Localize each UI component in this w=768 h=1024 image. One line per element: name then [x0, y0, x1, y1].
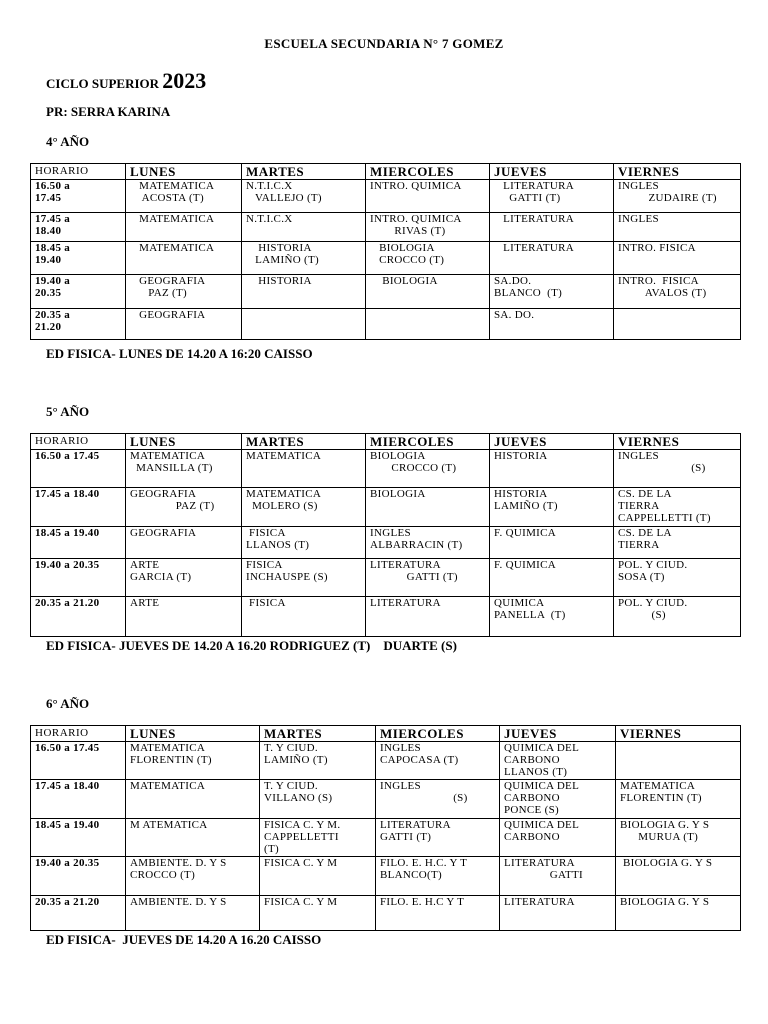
- class-cell-viernes: [614, 488, 741, 527]
- class-cell-viernes: [614, 527, 741, 559]
- table-row: [31, 275, 741, 309]
- class-text: N.T.I.C.X: [246, 213, 293, 225]
- ciclo-label: CICLO SUPERIOR: [46, 76, 160, 91]
- class-cell-martes: [242, 450, 366, 488]
- class-text: FISICA C. Y M: [264, 896, 338, 908]
- class-cell-jueves: [490, 180, 614, 213]
- time-slot-text: 19.40 a 20.35: [35, 559, 100, 571]
- class-cell-martes: [260, 819, 376, 857]
- class-text: ARTE GARCIA (T): [130, 559, 192, 583]
- schedule-table-4: [30, 163, 741, 340]
- table-row: [31, 896, 741, 931]
- class-text: INTRO. FISICA AVALOS (T): [618, 275, 707, 299]
- table-row: [31, 597, 741, 637]
- table-row: [31, 488, 741, 527]
- class-text: FISICA INCHAUSPE (S): [246, 559, 328, 583]
- class-cell-jueves: [500, 857, 616, 896]
- class-text: MATEMATICA MANSILLA (T): [130, 450, 213, 474]
- class-cell-miercoles: [376, 819, 500, 857]
- class-cell-miercoles: [366, 559, 490, 597]
- column-header-martes: MARTES: [242, 164, 366, 180]
- time-slot-text: 17.45 a 18.40: [35, 213, 71, 237]
- class-cell-jueves: [490, 597, 614, 637]
- class-cell-viernes: [614, 597, 741, 637]
- professor-name: PR: SERRA KARINA: [46, 104, 171, 119]
- class-text: F. QUIMICA: [494, 527, 557, 539]
- class-text: INGLES CAPOCASA (T): [380, 742, 459, 766]
- class-text: M ATEMATICA: [130, 819, 208, 831]
- class-cell-jueves: [490, 275, 614, 309]
- class-cell-lunes: [126, 450, 242, 488]
- class-cell-martes: [242, 275, 366, 309]
- header-row: [31, 726, 741, 742]
- class-text: BIOLOGIA G. Y S: [620, 857, 713, 869]
- class-text: HISTORIA LAMIÑO (T): [494, 488, 558, 512]
- class-text: HISTORIA: [246, 275, 312, 287]
- class-text: MATEMATICA FLORENTIN (T): [130, 742, 212, 766]
- class-text: POL. Y CIUD. SOSA (T): [618, 559, 688, 583]
- class-cell-miercoles: [366, 309, 490, 340]
- class-cell-lunes: [126, 242, 242, 275]
- class-cell-lunes: [126, 780, 260, 819]
- class-text: FISICA LLANOS (T): [246, 527, 310, 551]
- column-header-miercoles: MIERCOLES: [366, 164, 490, 180]
- class-cell-viernes: [614, 180, 741, 213]
- table-row: [31, 527, 741, 559]
- class-cell-jueves: [490, 213, 614, 242]
- class-cell-miercoles: [366, 213, 490, 242]
- table-row: [31, 213, 741, 242]
- class-text: INGLES (S): [618, 450, 706, 474]
- class-cell-viernes: [616, 742, 741, 780]
- column-header-viernes: VIERNES: [614, 164, 741, 180]
- year-label-6: 6° AÑO: [46, 696, 90, 711]
- class-cell-jueves: [500, 742, 616, 780]
- class-cell-lunes: [126, 309, 242, 340]
- schedule-table-6: [30, 725, 741, 931]
- class-text: LITERATURA GATTI (T): [503, 180, 574, 204]
- class-text: HISTORIA LAMIÑO (T): [255, 242, 319, 266]
- time-slot-cell: [31, 242, 126, 275]
- time-slot-cell: [31, 309, 126, 340]
- class-cell-viernes: [614, 559, 741, 597]
- time-slot-text: 18.45 a 19.40: [35, 819, 100, 831]
- class-text: MATEMATICA FLORENTIN (T): [620, 780, 702, 804]
- time-slot-cell: [31, 819, 126, 857]
- time-slot-cell: [31, 180, 126, 213]
- time-slot-cell: [31, 742, 126, 780]
- class-cell-lunes: [126, 742, 260, 780]
- time-slot-text: 16.50 a 17.45: [35, 450, 100, 462]
- table-row: [31, 742, 741, 780]
- class-cell-viernes: [616, 857, 741, 896]
- time-slot-cell: [31, 275, 126, 309]
- class-cell-viernes: [616, 780, 741, 819]
- class-cell-miercoles: [376, 780, 500, 819]
- class-cell-miercoles: [366, 275, 490, 309]
- time-slot-cell: [31, 213, 126, 242]
- class-cell-lunes: [126, 180, 242, 213]
- class-text: BIOLOGIA: [370, 488, 426, 500]
- class-text: GEOGRAFIA: [130, 527, 197, 539]
- column-header-miercoles: MIERCOLES: [366, 434, 490, 450]
- table-row: [31, 780, 741, 819]
- class-cell-jueves: [500, 896, 616, 931]
- class-text: LITERATURA GATTI: [504, 857, 584, 881]
- class-cell-jueves: [490, 242, 614, 275]
- time-slot-text: 20.35 a 21.20: [35, 597, 100, 609]
- class-text: LITERATURA: [494, 242, 574, 254]
- class-text: AMBIENTE. D. Y S CROCCO (T): [130, 857, 227, 881]
- class-text: QUIMICA PANELLA (T): [494, 597, 566, 621]
- year-label-5: 5° AÑO: [46, 404, 90, 419]
- class-text: AMBIENTE. D. Y S: [130, 896, 227, 908]
- class-cell-viernes: [614, 309, 741, 340]
- class-cell-lunes: [126, 275, 242, 309]
- table-row: [31, 559, 741, 597]
- time-slot-text: 19.40 a 20.35: [35, 275, 71, 299]
- class-cell-jueves: [490, 450, 614, 488]
- class-cell-jueves: [500, 780, 616, 819]
- class-cell-martes: [242, 559, 366, 597]
- class-cell-martes: [260, 857, 376, 896]
- class-cell-martes: [242, 597, 366, 637]
- class-text: INTRO. QUIMICA RIVAS (T): [370, 213, 462, 237]
- class-cell-jueves: [490, 527, 614, 559]
- class-text: MATEMATICA: [130, 213, 215, 225]
- class-text: INGLES (S): [380, 780, 468, 804]
- column-header-miercoles: MIERCOLES: [376, 726, 500, 742]
- class-text: F. QUIMICA: [494, 559, 557, 571]
- ed-fisica-note-5: ED FISICA- JUEVES DE 14.20 A 16.20 RODRIGUEZ (T) DUARTE (S): [46, 638, 457, 653]
- class-cell-lunes: [126, 213, 242, 242]
- class-text: N.T.I.C.X VALLEJO (T): [246, 180, 322, 204]
- ed-fisica-note-6: ED FISICA- JUEVES DE 14.20 A 16.20 CAISSO: [46, 932, 322, 947]
- class-cell-martes: [242, 180, 366, 213]
- class-cell-martes: [260, 896, 376, 931]
- class-cell-lunes: [126, 896, 260, 931]
- class-text: QUIMICA DEL CARBONO LLANOS (T): [504, 742, 580, 778]
- class-text: GEOGRAFIA PAZ (T): [130, 488, 215, 512]
- table-row: [31, 242, 741, 275]
- ciclo-year: 2023: [162, 68, 207, 93]
- time-slot-text: 18.45 a 19.40: [35, 242, 71, 266]
- time-slot-text: 17.45 a 18.40: [35, 780, 100, 792]
- class-text: MATEMATICA: [246, 450, 322, 462]
- class-cell-martes: [260, 780, 376, 819]
- class-text: CS. DE LA TIERRA: [618, 527, 672, 551]
- class-text: GEOGRAFIA PAZ (T): [139, 275, 206, 299]
- column-header-horario: HORARIO: [31, 726, 126, 742]
- class-cell-lunes: [126, 527, 242, 559]
- class-text: QUIMICA DEL CARBONO PONCE (S): [504, 780, 580, 816]
- class-text: FISICA C. Y M. CAPPELLETTI (T): [264, 819, 341, 855]
- class-text: MATEMATICA: [130, 780, 206, 792]
- class-cell-martes: [242, 242, 366, 275]
- class-cell-jueves: [490, 488, 614, 527]
- class-text: LITERATURA: [370, 597, 441, 609]
- header-row: [31, 164, 741, 180]
- header-row: [31, 434, 741, 450]
- column-header-horario: HORARIO: [31, 434, 126, 450]
- class-cell-jueves: [490, 559, 614, 597]
- class-cell-miercoles: [366, 180, 490, 213]
- column-header-horario: HORARIO: [31, 164, 126, 180]
- table-row: [31, 309, 741, 340]
- time-slot-cell: [31, 488, 126, 527]
- class-text: FISICA C. Y M: [264, 857, 338, 869]
- class-cell-lunes: [126, 597, 242, 637]
- class-text: LITERATURA GATTI (T): [370, 559, 458, 583]
- class-text: INGLES: [618, 213, 659, 225]
- class-cell-viernes: [616, 896, 741, 931]
- time-slot-text: 19.40 a 20.35: [35, 857, 100, 869]
- column-header-lunes: LUNES: [126, 164, 242, 180]
- column-header-jueves: JUEVES: [500, 726, 616, 742]
- time-slot-cell: [31, 597, 126, 637]
- class-cell-martes: [242, 527, 366, 559]
- class-text: GEOGRAFIA: [130, 309, 206, 321]
- class-cell-miercoles: [366, 450, 490, 488]
- class-cell-miercoles: [366, 242, 490, 275]
- class-text: MATEMATICA ACOSTA (T): [139, 180, 215, 204]
- class-cell-viernes: [614, 275, 741, 309]
- class-cell-miercoles: [376, 857, 500, 896]
- class-text: BIOLOGIA CROCCO (T): [379, 242, 445, 266]
- class-text: FISICA: [246, 597, 286, 609]
- class-text: LITERATURA: [494, 213, 574, 225]
- column-header-jueves: JUEVES: [490, 164, 614, 180]
- class-text: BIOLOGIA CROCCO (T): [370, 450, 457, 474]
- class-cell-martes: [260, 742, 376, 780]
- class-text: MATEMATICA MOLERO (S): [246, 488, 322, 512]
- time-slot-cell: [31, 527, 126, 559]
- class-text: LITERATURA: [504, 896, 575, 908]
- class-text: INTRO. QUIMICA: [370, 180, 462, 192]
- column-header-viernes: VIERNES: [614, 434, 741, 450]
- class-text: HISTORIA: [494, 450, 548, 462]
- class-cell-viernes: [616, 819, 741, 857]
- schedule-table-5: [30, 433, 741, 637]
- class-cell-miercoles: [366, 527, 490, 559]
- time-slot-cell: [31, 857, 126, 896]
- class-text: MATEMATICA: [130, 242, 215, 254]
- class-text: SA.DO. BLANCO (T): [494, 275, 563, 299]
- class-cell-lunes: [126, 559, 242, 597]
- ciclo-heading: [46, 68, 206, 94]
- class-cell-viernes: [614, 242, 741, 275]
- class-cell-martes: [242, 488, 366, 527]
- column-header-martes: MARTES: [242, 434, 366, 450]
- table-row: [31, 180, 741, 213]
- class-cell-martes: [242, 213, 366, 242]
- class-cell-jueves: [500, 819, 616, 857]
- class-cell-miercoles: [366, 597, 490, 637]
- class-cell-viernes: [614, 450, 741, 488]
- time-slot-text: 18.45 a 19.40: [35, 527, 100, 539]
- class-cell-jueves: [490, 309, 614, 340]
- time-slot-text: 20.35 a 21.20: [35, 309, 71, 333]
- time-slot-text: 16.50 a 17.45: [35, 742, 100, 754]
- class-text: LITERATURA GATTI (T): [380, 819, 451, 843]
- time-slot-text: 20.35 a 21.20: [35, 896, 100, 908]
- column-header-martes: MARTES: [260, 726, 376, 742]
- table-row: [31, 819, 741, 857]
- ed-fisica-note-4: ED FISICA- LUNES DE 14.20 A 16:20 CAISSO: [46, 346, 313, 361]
- class-cell-lunes: [126, 488, 242, 527]
- class-cell-martes: [242, 309, 366, 340]
- class-cell-viernes: [614, 213, 741, 242]
- class-text: FILO. E. H.C Y T: [380, 896, 465, 908]
- school-title: ESCUELA SECUNDARIA N° 7 GOMEZ: [264, 36, 504, 51]
- class-text: QUIMICA DEL CARBONO: [504, 819, 580, 843]
- class-cell-miercoles: [376, 896, 500, 931]
- class-cell-miercoles: [376, 742, 500, 780]
- time-slot-text: 17.45 a 18.40: [35, 488, 100, 500]
- class-text: SA. DO.: [494, 309, 535, 321]
- table-row: [31, 450, 741, 488]
- year-label-4: 4° AÑO: [46, 134, 90, 149]
- time-slot-cell: [31, 780, 126, 819]
- time-slot-cell: [31, 559, 126, 597]
- time-slot-text: 16.50 a 17.45: [35, 180, 71, 204]
- class-cell-miercoles: [366, 488, 490, 527]
- class-text: BIOLOGIA G. Y S: [620, 896, 710, 908]
- class-cell-lunes: [126, 819, 260, 857]
- column-header-lunes: LUNES: [126, 726, 260, 742]
- time-slot-cell: [31, 450, 126, 488]
- class-text: BIOLOGIA G. Y S MURUA (T): [620, 819, 710, 843]
- column-header-viernes: VIERNES: [616, 726, 741, 742]
- class-text: INGLES ALBARRACIN (T): [370, 527, 463, 551]
- time-slot-cell: [31, 896, 126, 931]
- column-header-lunes: LUNES: [126, 434, 242, 450]
- table-row: [31, 857, 741, 896]
- class-cell-lunes: [126, 857, 260, 896]
- class-text: T. Y CIUD. LAMIÑO (T): [264, 742, 328, 766]
- class-text: INGLES ZUDAIRE (T): [618, 180, 717, 204]
- class-text: BIOLOGIA: [370, 275, 438, 287]
- class-text: INTRO. FISICA: [618, 242, 696, 254]
- class-text: CS. DE LA TIERRA CAPPELLETTI (T): [618, 488, 711, 524]
- class-text: ARTE: [130, 597, 160, 609]
- class-text: T. Y CIUD. VILLANO (S): [264, 780, 333, 804]
- class-text: FILO. E. H.C. Y T BLANCO(T): [380, 857, 468, 881]
- class-text: POL. Y CIUD. (S): [618, 597, 688, 621]
- column-header-jueves: JUEVES: [490, 434, 614, 450]
